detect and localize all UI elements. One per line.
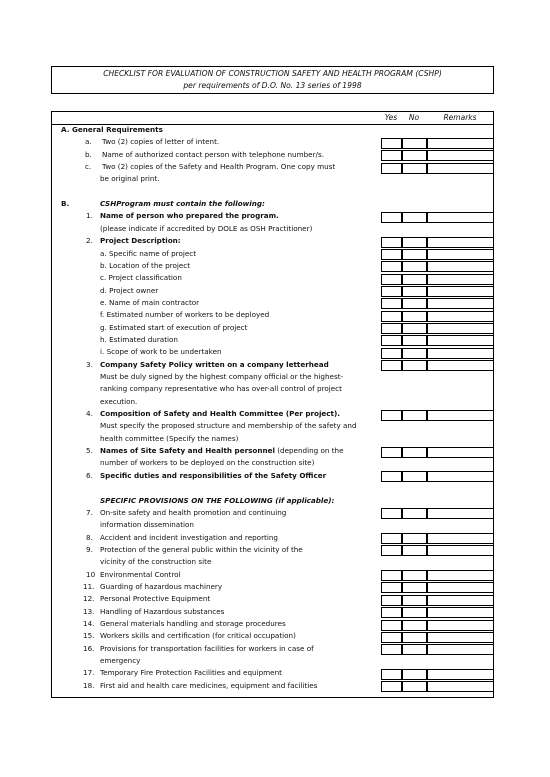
yes-checkbox[interactable] [381, 582, 402, 593]
row-text: On-site safety and health promotion and continuing [100, 507, 287, 517]
no-checkbox[interactable] [402, 410, 427, 421]
row-number: 6. [86, 470, 93, 480]
row-number: 5. [86, 446, 93, 456]
row-text: Must be duly signed by the highest company official or the highest- [100, 372, 344, 381]
row-text: a. Specific name of project [100, 248, 197, 258]
row-text: information dissemination [100, 520, 194, 530]
row-text: Name of authorized contact person with telephone number/s. [102, 149, 325, 159]
no-checkbox[interactable] [402, 620, 427, 631]
remarks-field[interactable] [427, 348, 494, 359]
no-checkbox[interactable] [402, 447, 427, 458]
row-number: 7. [86, 507, 93, 517]
row-text: Temporary Fire Protection Facilities and equipment [100, 668, 282, 678]
row-number: a. [85, 137, 92, 147]
remarks-field[interactable] [427, 681, 494, 692]
row-text: Provisions for transportation facilities for workers in case of [100, 643, 314, 653]
no-checkbox[interactable] [402, 138, 427, 149]
no-checkbox[interactable] [402, 335, 427, 346]
row-text: number of workers to be deployed on the construction site) [100, 458, 315, 468]
row-text: Handling of Hazardous substances [100, 606, 225, 616]
yes-checkbox[interactable] [381, 644, 402, 655]
yes-checkbox[interactable] [381, 286, 402, 297]
remarks-field[interactable] [427, 261, 494, 272]
yes-checkbox[interactable] [381, 471, 402, 482]
no-checkbox[interactable] [402, 249, 427, 260]
no-checkbox[interactable] [402, 163, 427, 174]
remarks-field[interactable] [427, 607, 494, 618]
no-checkbox[interactable] [402, 669, 427, 680]
row-text: Workers skills and certification (for critical occupation) [100, 631, 296, 641]
remarks-field[interactable] [427, 237, 494, 248]
yes-checkbox[interactable] [381, 138, 402, 149]
no-checkbox[interactable] [402, 471, 427, 482]
yes-checkbox[interactable] [381, 681, 402, 692]
column-header-no: No [408, 113, 420, 122]
row-text: e. Name of main contractor [100, 297, 200, 307]
row-text: Personal Protective Equipment [100, 594, 211, 604]
row-text: (please indicate if accredited by DOLE as OSH Practitioner) [100, 223, 313, 233]
yes-checkbox[interactable] [381, 360, 402, 371]
yes-checkbox[interactable] [381, 620, 402, 631]
remarks-field[interactable] [427, 138, 494, 149]
remarks-field[interactable] [427, 249, 494, 260]
remarks-field[interactable] [427, 163, 494, 174]
no-checkbox[interactable] [402, 323, 427, 334]
row-text: SPECIFIC PROVISIONS ON THE FOLLOWING (if applicable): [100, 495, 335, 505]
row-text: emergency [100, 656, 141, 666]
yes-checkbox[interactable] [381, 261, 402, 272]
no-checkbox[interactable] [402, 681, 427, 692]
yes-checkbox[interactable] [381, 150, 402, 161]
yes-checkbox[interactable] [381, 410, 402, 421]
row-text [100, 446, 344, 456]
no-checkbox[interactable] [402, 545, 427, 556]
remarks-field[interactable] [427, 582, 494, 593]
no-checkbox[interactable] [402, 298, 427, 309]
no-checkbox[interactable] [402, 286, 427, 297]
yes-checkbox[interactable] [381, 237, 402, 248]
row-text: Protection of the general public within the vicinity of the [100, 544, 303, 554]
yes-checkbox[interactable] [381, 311, 402, 322]
row-text: Two (2) copies of letter of intent. [102, 137, 220, 147]
row-number: 10 [86, 569, 96, 579]
yes-checkbox[interactable] [381, 335, 402, 346]
row-text: Must specify the proposed structure and membership of the safety and [100, 421, 357, 431]
remarks-field[interactable] [427, 360, 494, 371]
document-title: CHECKLIST FOR EVALUATION OF CONSTRUCTION SAFETY AND HEALTH PROGRAM (CSHP) [103, 69, 442, 78]
yes-checkbox[interactable] [381, 323, 402, 334]
row-text: h. Estimated duration [100, 334, 178, 344]
row-number: 11. [83, 581, 95, 591]
row-text-plain-part: (depending on the [274, 446, 344, 456]
row-text-bold-part: Names of Site Safety and Health personnel [100, 446, 275, 456]
row-text: General materials handling and storage procedures [100, 619, 286, 628]
remarks-field[interactable] [427, 545, 494, 556]
remarks-field[interactable] [427, 669, 494, 680]
row-number: 12. [83, 594, 95, 604]
row-text: f. Estimated number of workers to be deployed [100, 310, 270, 320]
remarks-field[interactable] [427, 471, 494, 482]
yes-checkbox[interactable] [381, 298, 402, 309]
row-text: Accident and incident investigation and reporting [100, 532, 278, 542]
remarks-field[interactable] [427, 323, 494, 334]
remarks-field[interactable] [427, 447, 494, 458]
column-header-remarks: Remarks [443, 113, 477, 122]
row-number: 15. [83, 631, 95, 641]
row-text: execution. [100, 396, 138, 406]
yes-checkbox[interactable] [381, 545, 402, 556]
row-text: Name of person who prepared the program. [100, 211, 279, 221]
remarks-field[interactable] [427, 212, 494, 223]
yes-checkbox[interactable] [381, 163, 402, 174]
no-checkbox[interactable] [402, 261, 427, 272]
yes-checkbox[interactable] [381, 447, 402, 458]
row-text: c. Project classification [100, 273, 182, 283]
row-number: b. [85, 149, 92, 159]
row-number: 3. [86, 359, 93, 369]
remarks-field[interactable] [427, 533, 494, 544]
row-text: i. Scope of work to be undertaken [100, 347, 222, 357]
row-text: vicinity of the construction site [100, 557, 212, 567]
yes-checkbox[interactable] [381, 607, 402, 618]
remarks-field[interactable] [427, 508, 494, 519]
yes-checkbox[interactable] [381, 595, 402, 606]
row-text: General Requirements [72, 125, 163, 134]
row-text: Guarding of hazardous machinery [100, 581, 223, 591]
no-checkbox[interactable] [402, 632, 427, 643]
no-checkbox[interactable] [402, 360, 427, 371]
row-number: 16. [83, 643, 95, 653]
row-text: First aid and health care medicines, equipment and facilities [100, 680, 318, 690]
remarks-field[interactable] [427, 410, 494, 421]
yes-checkbox[interactable] [381, 274, 402, 285]
row-text: be original print. [100, 174, 160, 184]
row-number: 13. [83, 606, 95, 616]
yes-checkbox[interactable] [381, 533, 402, 544]
yes-checkbox[interactable] [381, 632, 402, 643]
yes-checkbox[interactable] [381, 570, 402, 581]
no-checkbox[interactable] [402, 570, 427, 581]
no-checkbox[interactable] [402, 644, 427, 655]
no-checkbox[interactable] [402, 311, 427, 322]
remarks-field[interactable] [427, 620, 494, 631]
remarks-field[interactable] [427, 311, 494, 322]
no-checkbox[interactable] [402, 607, 427, 618]
no-checkbox[interactable] [402, 533, 427, 544]
remarks-field[interactable] [427, 570, 494, 581]
yes-checkbox[interactable] [381, 249, 402, 260]
yes-checkbox[interactable] [381, 348, 402, 359]
row-text: Company Safety Policy written on a company letterhead [100, 359, 329, 369]
row-number: 1. [86, 211, 93, 221]
row-text: b. Location of the project [100, 260, 191, 270]
no-checkbox[interactable] [402, 508, 427, 519]
row-text: g. Estimated start of execution of project [100, 322, 248, 332]
row-text: ranking company representative who has over-all control of project [100, 384, 342, 394]
row-text: Composition of Safety and Health Committee (Per project). [100, 409, 341, 419]
yes-checkbox[interactable] [381, 669, 402, 680]
row-number: 8. [86, 532, 93, 542]
row-number: B. [61, 199, 70, 209]
remarks-field[interactable] [427, 286, 494, 297]
yes-checkbox[interactable] [381, 212, 402, 223]
row-text: CSHProgram must contain the following: [100, 199, 265, 209]
row-text: Specific duties and responsibilities of the Safety Officer [100, 470, 327, 480]
remarks-field[interactable] [427, 274, 494, 285]
row-number: 17. [83, 668, 95, 678]
row-text: d. Project owner [100, 285, 159, 295]
remarks-field[interactable] [427, 150, 494, 161]
row-number: 18. [83, 680, 95, 690]
row-number: c. [85, 162, 92, 172]
document-subtitle: per requirements of D.O. No. 13 series of 1998 [183, 81, 362, 90]
row-number: 14. [83, 619, 95, 628]
no-checkbox[interactable] [402, 150, 427, 161]
remarks-field[interactable] [427, 644, 494, 655]
remarks-field[interactable] [427, 632, 494, 643]
no-checkbox[interactable] [402, 595, 427, 606]
remarks-field[interactable] [427, 335, 494, 346]
row-text: Environmental Control [100, 569, 181, 579]
no-checkbox[interactable] [402, 237, 427, 248]
column-header-yes: Yes [384, 113, 398, 122]
remarks-field[interactable] [427, 298, 494, 309]
yes-checkbox[interactable] [381, 508, 402, 519]
row-text: Project Description: [100, 236, 181, 246]
no-checkbox[interactable] [402, 274, 427, 285]
row-number: 2. [86, 236, 93, 246]
row-number: 9. [86, 544, 93, 554]
remarks-field[interactable] [427, 595, 494, 606]
row-text: health committee (Specify the names) [100, 433, 239, 443]
no-checkbox[interactable] [402, 582, 427, 593]
no-checkbox[interactable] [402, 212, 427, 223]
row-number: 4. [86, 409, 93, 419]
document-title-box [51, 66, 494, 94]
row-number: A. [61, 125, 70, 134]
no-checkbox[interactable] [402, 348, 427, 359]
row-text: Two (2) copies of the Safety and Health Program. One copy must [102, 162, 336, 172]
